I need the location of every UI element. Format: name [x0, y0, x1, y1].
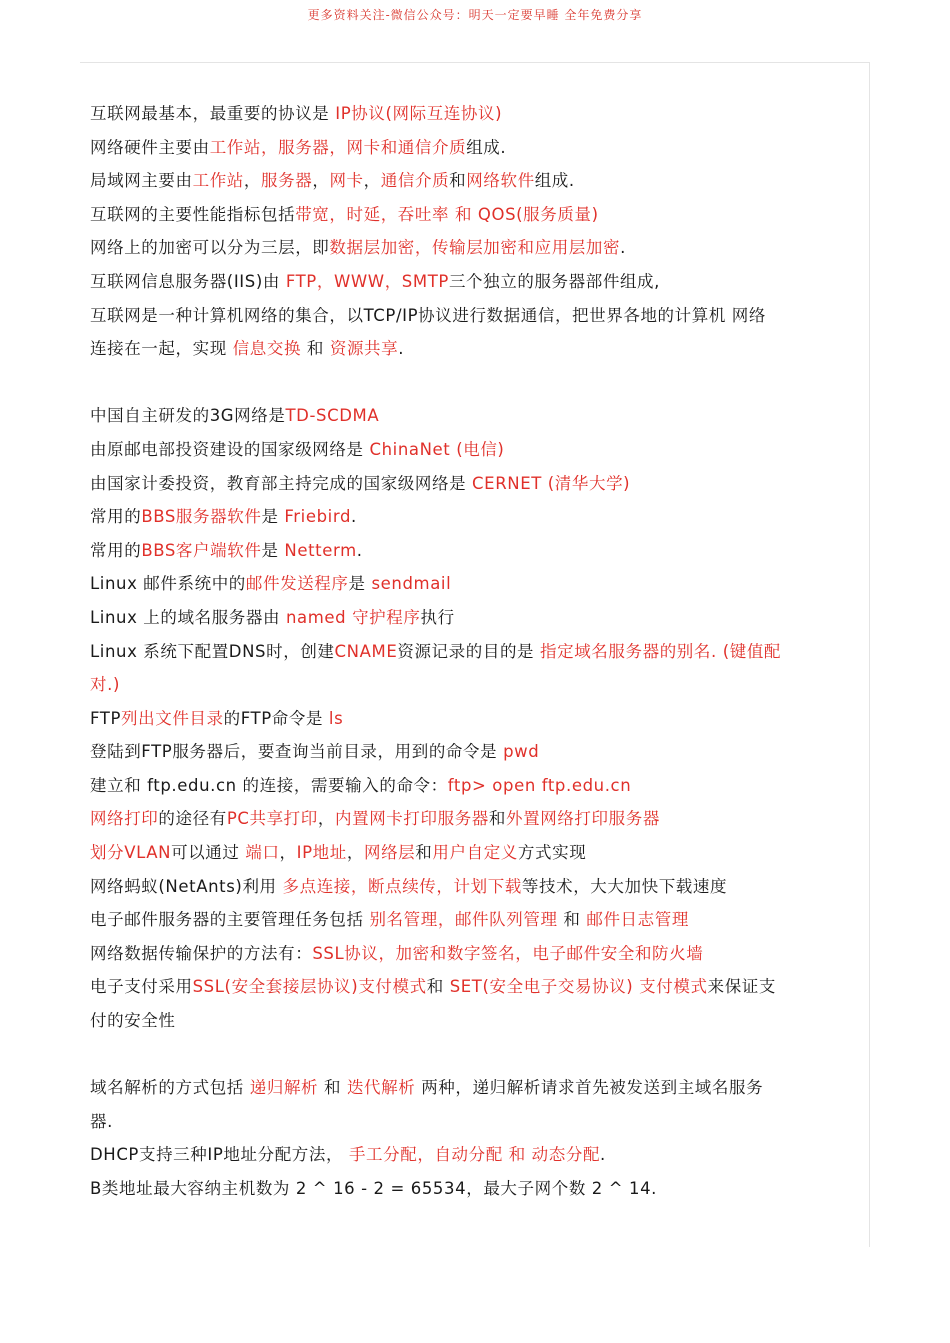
text-segment: 资源记录的目的是 — [397, 641, 540, 661]
highlighted-term: IP协议(网际互连协议) — [335, 104, 503, 123]
text-line — [90, 769, 862, 803]
text-line — [90, 534, 862, 568]
highlighted-term: SET(安全电子交易协议) 支付模式 — [449, 977, 708, 997]
text-segment: 由原邮电部投资建设的国家级网络是 — [90, 439, 370, 459]
highlighted-term: 资源共享 — [329, 339, 399, 359]
highlighted-term: BBS客户端软件 — [141, 540, 262, 560]
text-line — [90, 467, 862, 501]
text-segment: ， — [346, 843, 364, 863]
text-segment: 方式实现 — [517, 843, 587, 863]
text-line — [90, 1071, 862, 1105]
text-line — [90, 164, 862, 198]
text-segment: 互联网是一种计算机网络的集合，以TCP/IP协议进行数据通信，把世界各地的计算机 网络 — [90, 305, 767, 325]
text-segment: 中国自主研发的3G网络是 — [90, 406, 286, 426]
text-line — [90, 1138, 862, 1172]
text-segment: 和 — [318, 1078, 347, 1098]
text-line — [90, 870, 862, 904]
highlighted-term: 服务器 — [261, 171, 313, 191]
text-line — [90, 500, 862, 534]
text-segment: 常用的 — [90, 507, 142, 527]
text-line — [90, 131, 862, 165]
text-line — [90, 433, 862, 467]
highlighted-term: IP地址 — [296, 843, 347, 863]
text-segment: . — [600, 1145, 606, 1165]
text-segment: 常用的 — [90, 540, 142, 560]
text-segment: 的FTP命令是 — [223, 708, 329, 728]
highlighted-term: 带宽，时延，吞吐率 和 QOS(服务质量) — [295, 204, 599, 224]
text-line — [90, 332, 862, 366]
highlighted-term: 迭代解析 — [346, 1078, 416, 1098]
header-banner: 更多资料关注-微信公众号：明天一定要早睡 全年免费分享 — [307, 8, 643, 22]
highlighted-term: 数据层加密，传输层加密和应用层加密 — [329, 238, 621, 258]
highlighted-term: 手工分配，自动分配 和 动态分配 — [348, 1145, 601, 1165]
highlighted-term: TD-SCDMA — [285, 406, 380, 426]
highlighted-term: 列出文件目录 — [121, 708, 224, 728]
blank-line — [90, 366, 862, 400]
text-line — [90, 668, 862, 702]
text-line — [90, 1105, 862, 1139]
text-segment: 建立和 ftp.edu.cn 的连接，需要输入的命令： — [90, 775, 448, 795]
highlighted-term: SSL协议，加密和数字签名，电子邮件安全和防火墙 — [312, 943, 704, 963]
highlighted-term: 递归解析 — [249, 1078, 319, 1098]
highlighted-term: Netterm — [284, 540, 357, 560]
text-segment: 网络硬件主要由 — [90, 137, 210, 157]
highlighted-term: 通信介质 — [380, 171, 450, 191]
highlighted-term: 网络打印 — [90, 809, 159, 829]
text-line — [90, 399, 862, 433]
highlighted-term: 端口 — [245, 843, 280, 863]
highlighted-term: 网卡 — [329, 171, 364, 191]
highlighted-term: 网络软件 — [466, 171, 535, 191]
page-border-top — [80, 62, 870, 63]
text-line — [90, 735, 862, 769]
text-segment: 等技术，大大加快下载速度 — [521, 876, 728, 896]
text-segment: 执行 — [420, 607, 455, 627]
text-line — [90, 802, 862, 836]
highlighted-term: FTP，WWW，SMTP — [285, 271, 449, 291]
highlighted-term: pwd — [503, 742, 540, 762]
text-segment: 登陆到FTP服务器后，要查询当前目录，用到的命令是 — [90, 742, 504, 762]
text-segment: 和 — [301, 339, 330, 359]
text-segment: 付的安全性 — [90, 1011, 176, 1031]
text-line — [90, 702, 862, 736]
text-segment: 组成. — [466, 137, 507, 157]
highlighted-term: 用户自定义 — [432, 843, 518, 863]
text-segment: ， — [279, 843, 297, 863]
highlighted-term: ls — [328, 708, 344, 728]
highlighted-term: 对.) — [90, 675, 120, 695]
highlighted-term: 外置网络打印服务器 — [506, 809, 660, 829]
text-segment: 组成. — [534, 171, 575, 191]
text-segment: 电子邮件服务器的主要管理任务包括 — [90, 910, 370, 930]
text-line — [90, 836, 862, 870]
text-line — [90, 937, 862, 971]
text-segment: 可以通过 — [171, 843, 246, 863]
page-border-right — [869, 62, 870, 1247]
text-segment: . — [398, 339, 405, 359]
text-segment: 局域网主要由 — [90, 171, 193, 191]
text-segment: 网络上的加密可以分为三层，即 — [90, 238, 330, 258]
highlighted-term: ChinaNet (电信) — [369, 439, 505, 459]
text-segment: 来保证支 — [707, 977, 776, 997]
text-segment: . — [620, 238, 626, 258]
text-segment: 互联网的主要性能指标包括 — [90, 204, 296, 224]
text-segment: 电子支付采用 — [90, 977, 193, 997]
text-segment: 和 — [488, 809, 507, 829]
text-line — [90, 635, 862, 669]
text-line — [90, 903, 862, 937]
text-segment: 互联网最基本，最重要的协议是 — [90, 104, 336, 123]
text-line — [90, 601, 862, 635]
highlighted-term: ftp> open ftp.edu.cn — [447, 775, 632, 795]
text-line — [90, 970, 862, 1004]
text-segment: 器. — [90, 1111, 113, 1131]
text-segment: ， — [317, 809, 335, 829]
highlighted-term: named 守护程序 — [285, 607, 421, 627]
text-segment: 连接在一起，实现 — [90, 339, 233, 359]
text-line — [90, 198, 862, 232]
text-segment: Linux 邮件系统中的 — [90, 574, 246, 594]
text-segment: Linux 系统下配置DNS时，创建 — [90, 641, 335, 661]
text-segment: ， — [363, 171, 381, 191]
text-segment: FTP — [90, 708, 122, 728]
text-line — [90, 1172, 862, 1206]
text-segment: 两种，递归解析请求首先被发送到主域名服务 — [415, 1078, 764, 1098]
highlighted-term: 工作站，服务器，网卡和通信介质 — [209, 137, 467, 157]
text-line — [90, 265, 862, 299]
text-line — [90, 97, 862, 131]
text-segment: . — [356, 540, 363, 560]
text-segment: ， — [312, 171, 330, 191]
highlighted-term: BBS服务器软件 — [141, 507, 262, 527]
highlighted-term: 邮件日志管理 — [586, 910, 689, 930]
text-segment: ， — [243, 171, 262, 191]
highlighted-term: 信息交换 — [232, 339, 302, 359]
text-segment: 域名解析的方式包括 — [90, 1078, 250, 1098]
text-line — [90, 231, 862, 265]
highlighted-term: 别名管理，邮件队列管理 — [369, 910, 558, 930]
text-segment: 是 — [261, 540, 285, 560]
highlighted-term: 邮件发送程序 — [245, 574, 349, 594]
highlighted-term: CERNET (清华大学) — [472, 473, 631, 493]
highlighted-term: 内置网卡打印服务器 — [335, 809, 489, 829]
highlighted-term: CNAME — [334, 641, 398, 661]
text-segment: 是 — [348, 574, 372, 594]
text-segment: 和 — [426, 977, 450, 997]
text-segment: 的途径有 — [158, 809, 227, 829]
highlighted-term: 划分VLAN — [90, 843, 172, 863]
highlighted-term: 指定域名服务器的别名. (键值配 — [540, 641, 782, 661]
highlighted-term: 工作站 — [192, 171, 244, 191]
highlighted-term: 多点连接，断点续传，计划下载 — [282, 876, 522, 896]
text-segment: B类地址最大容纳主机数为 2 ^ 16 - 2 = 65534，最大子网个数 2 ^ 14. — [90, 1179, 658, 1198]
text-segment: 互联网信息服务器(IIS)由 — [90, 271, 286, 291]
text-segment: 三个独立的服务器部件组成, — [448, 271, 660, 291]
text-segment: 网络蚂蚁(NetAnts)利用 — [90, 876, 283, 896]
text-segment: 和 — [449, 171, 467, 191]
highlighted-term: PC共享打印 — [226, 809, 318, 829]
text-segment: 由国家计委投资，教育部主持完成的国家级网络是 — [90, 473, 473, 493]
document-body — [90, 97, 862, 1206]
text-line — [90, 567, 862, 601]
text-segment: . — [351, 507, 357, 527]
highlighted-term: SSL(安全套接层协议)支付模式 — [192, 977, 427, 997]
text-segment: 是 — [261, 507, 285, 527]
highlighted-term: sendmail — [371, 574, 452, 594]
text-line — [90, 299, 862, 333]
text-segment: 网络数据传输保护的方法有： — [90, 943, 313, 963]
text-segment: DHCP支持三种IP地址分配方法， — [90, 1145, 349, 1165]
text-segment: 和 — [415, 843, 433, 863]
text-segment: 和 — [557, 910, 587, 930]
text-line — [90, 1004, 862, 1038]
blank-line — [90, 1038, 862, 1072]
text-segment: Linux 上的域名服务器由 — [90, 607, 286, 627]
highlighted-term: 网络层 — [363, 843, 416, 863]
highlighted-term: Friebird — [284, 507, 352, 527]
